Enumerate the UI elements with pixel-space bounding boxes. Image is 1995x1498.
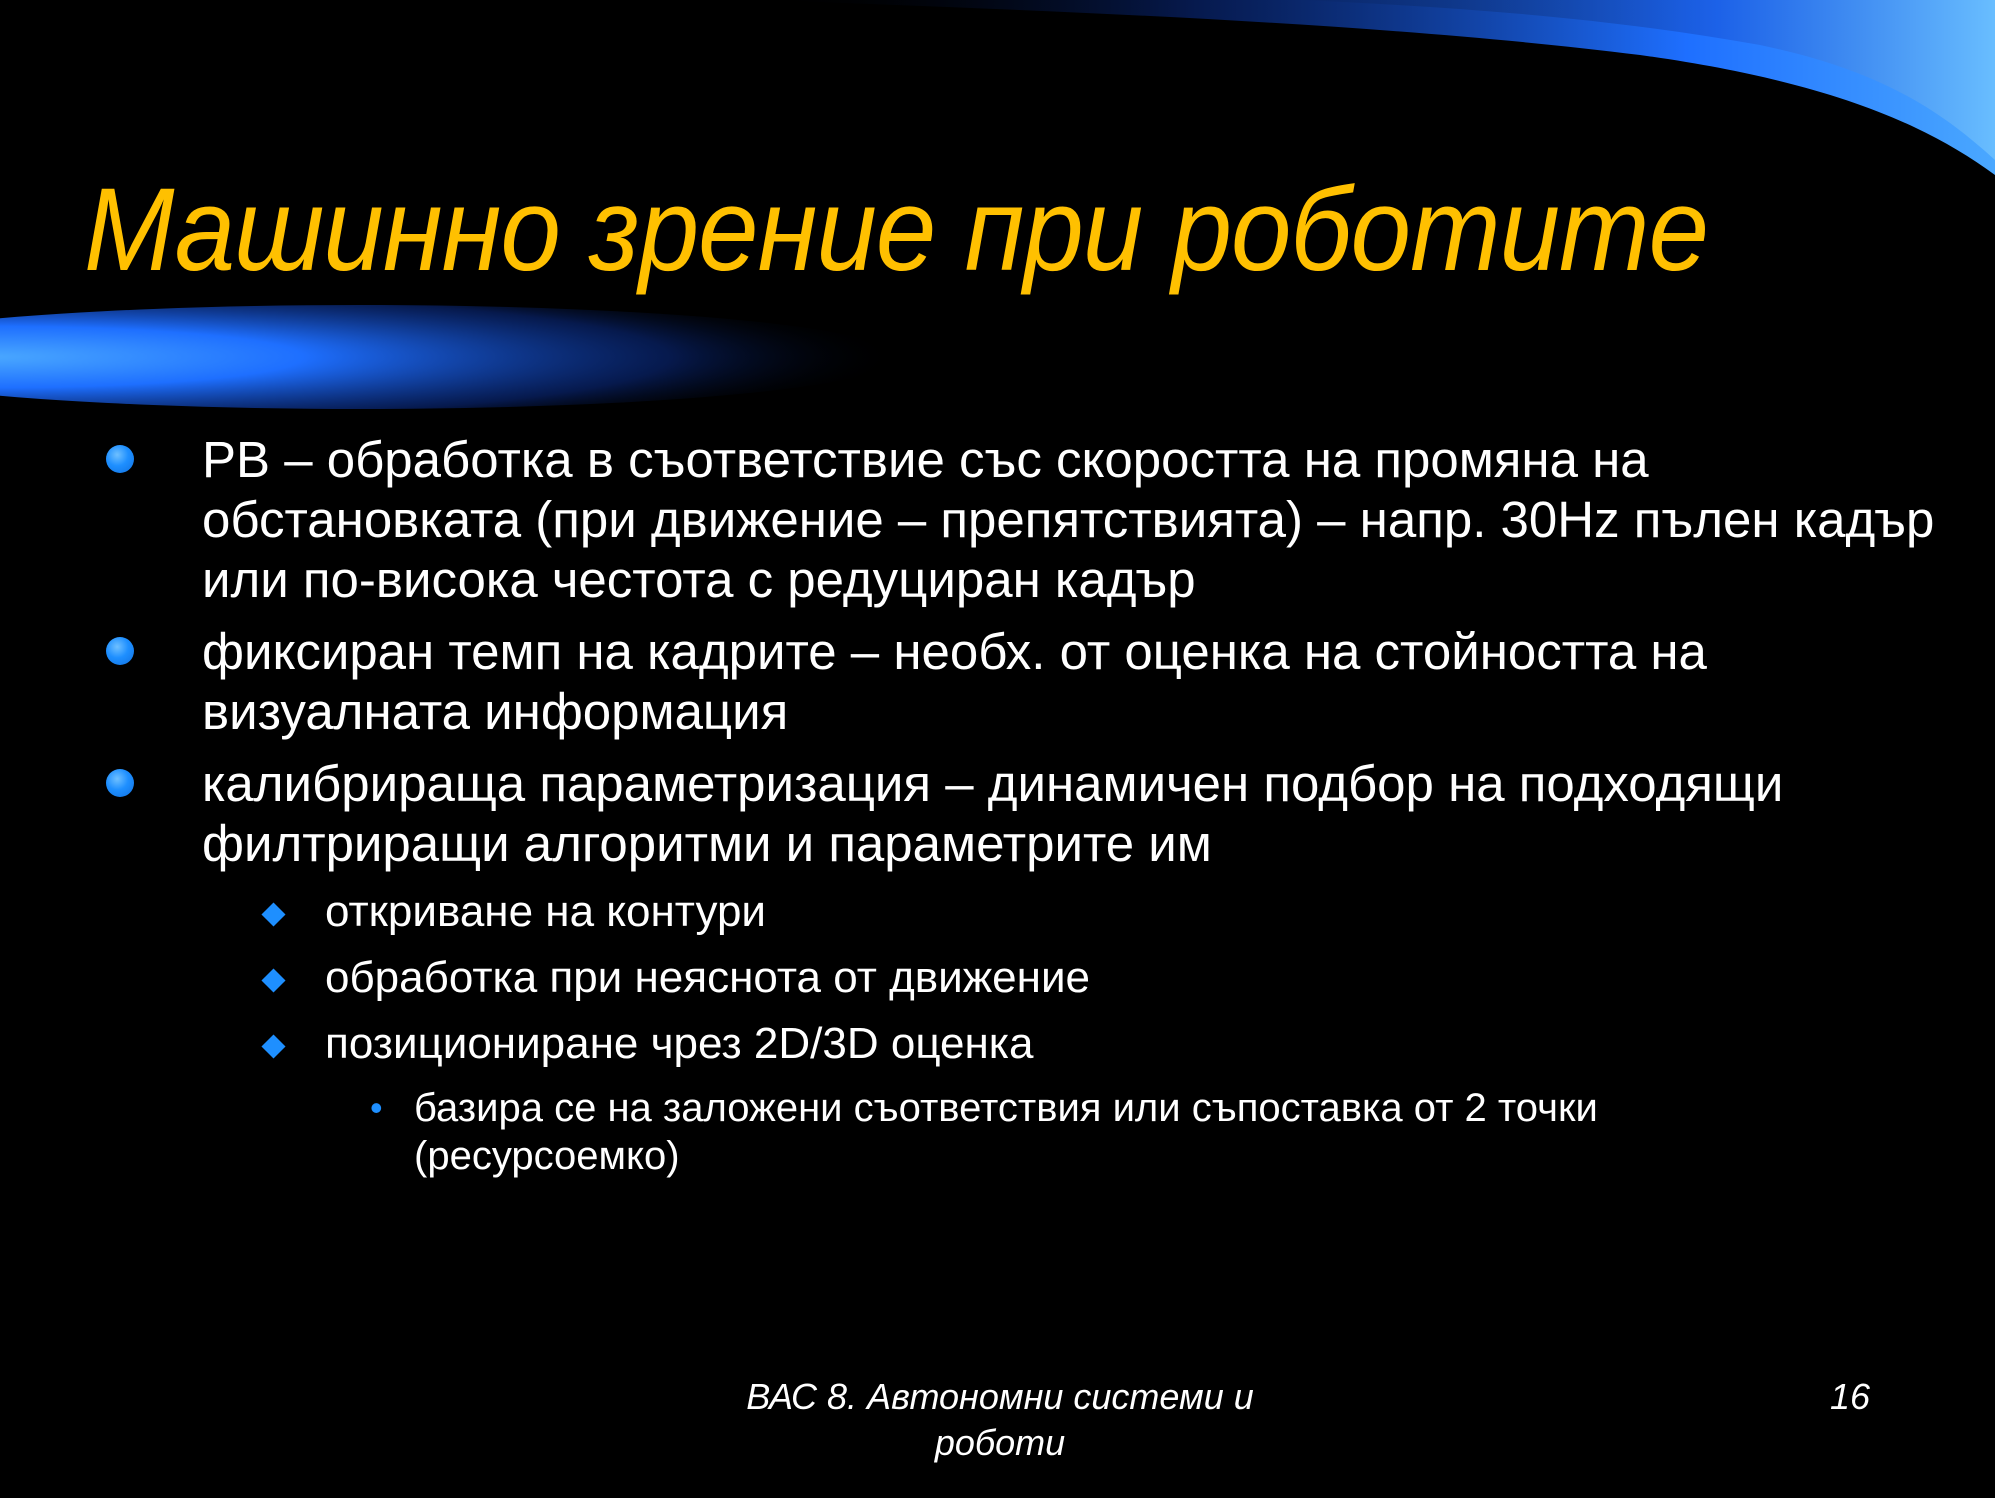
slide-title: Машинно зрение при роботите <box>84 164 1709 296</box>
bullet-text: калибрираща параметризация – динамичен подбор на подходящи филтриращи алгоритми и параметрите им <box>202 755 1784 872</box>
dot-bullet-icon: • <box>370 1087 383 1128</box>
diamond-bullet-icon <box>261 902 285 926</box>
bullet-text: РВ – обработка в съответствие със скоростта на промяна на обстановката (при движение – препятствията) – напр. 30Hz пълен кадър или по-висока честота с редуциран кадър <box>202 431 1935 608</box>
slide-footer: ВАС 8. Автономни системи и роботи <box>746 1376 1254 1463</box>
sub-bullet-item <box>325 952 1925 1004</box>
bullet-text: фиксиран темп на кадрите – необх. от оценка на стойността на визуалната информация <box>202 623 1707 740</box>
round-bullet-icon <box>106 445 134 473</box>
left-swoosh <box>0 305 900 409</box>
sub-bullet-text: откриване на контури <box>325 887 767 936</box>
sub-sub-bullet-text: базира се на заложени съответствия или съпоставка от 2 точки (ресурсоемко) <box>414 1086 1598 1178</box>
diamond-bullet-icon <box>261 1034 285 1058</box>
bullet-item <box>202 430 1962 610</box>
sub-bullet-item <box>325 1018 1925 1070</box>
bullet-item <box>202 754 1962 874</box>
bullet-item <box>202 622 1962 742</box>
round-bullet-icon <box>106 637 134 665</box>
sub-bullet-text: позициониране чрез 2D/3D оценка <box>325 1019 1034 1068</box>
sub-bullet-item <box>325 886 1925 938</box>
diamond-bullet-icon <box>261 968 285 992</box>
sub-bullet-text: обработка при неяснота от движение <box>325 953 1090 1002</box>
sub-sub-bullet-item <box>370 1084 1834 1180</box>
bullet-list <box>0 430 1995 1180</box>
page-number: 16 <box>1829 1376 1870 1417</box>
round-bullet-icon <box>106 769 134 797</box>
